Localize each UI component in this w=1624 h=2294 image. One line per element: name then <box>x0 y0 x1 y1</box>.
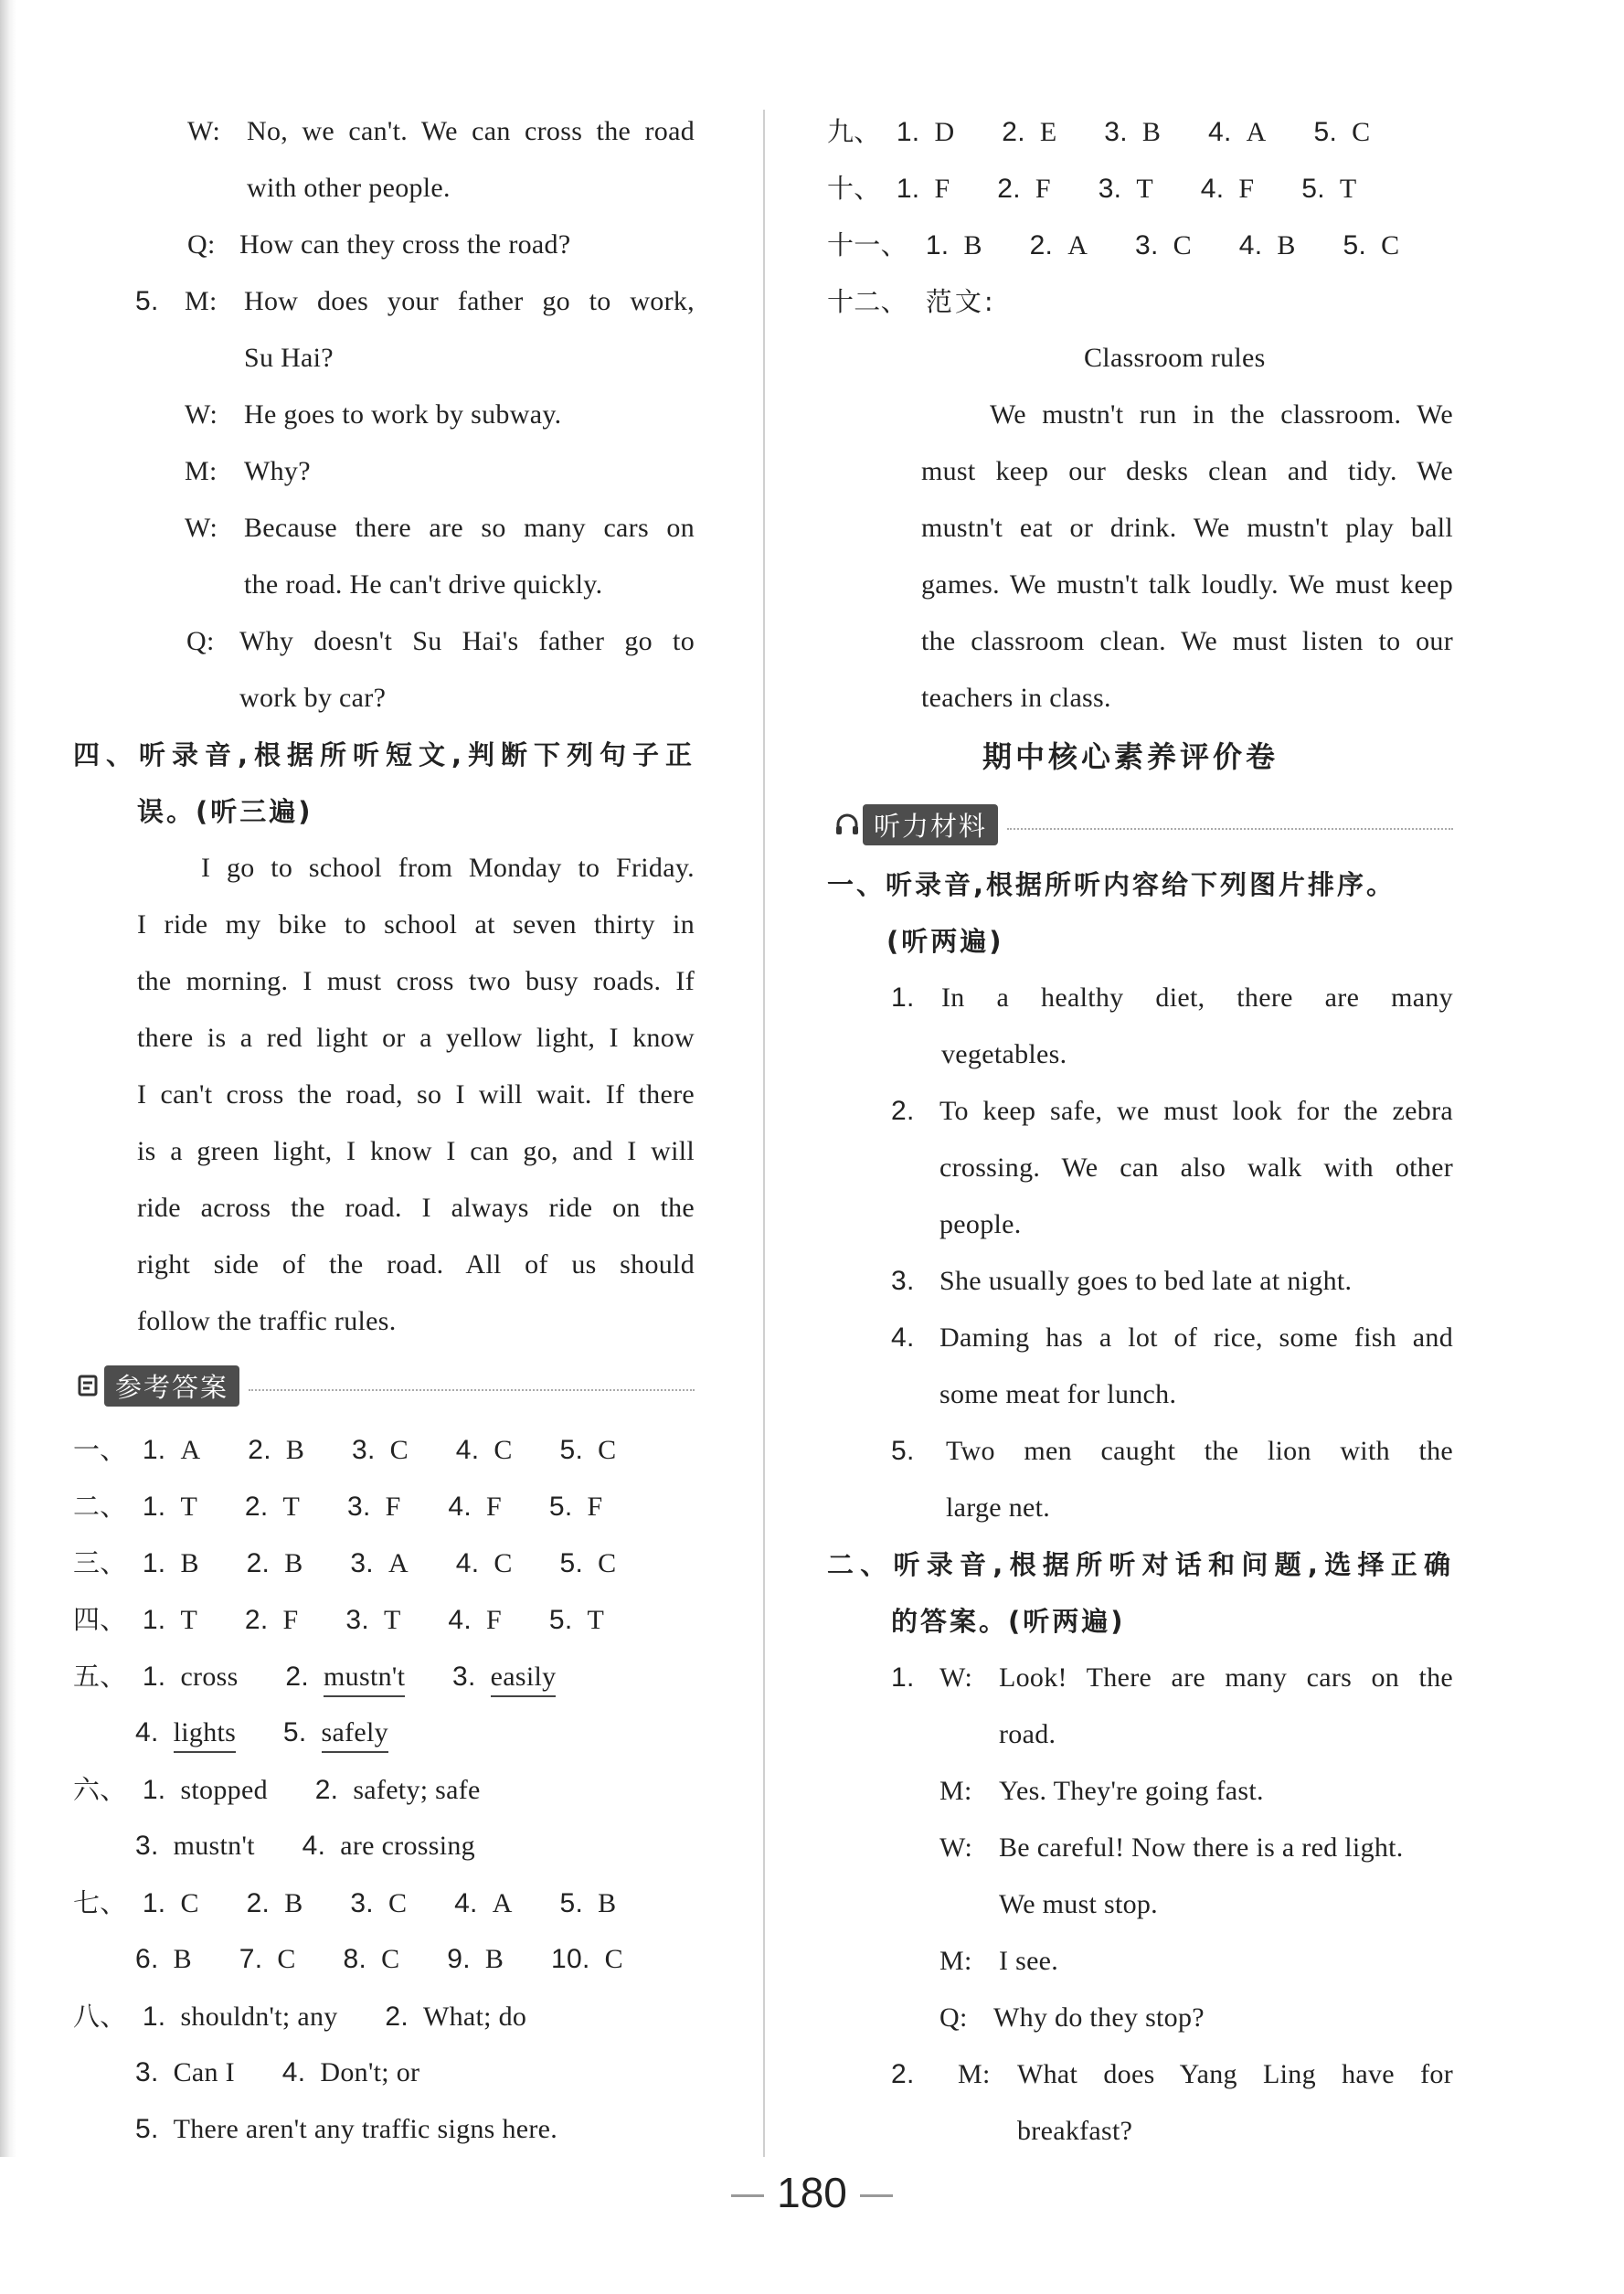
passage-line: is a green light, I know I can go, and I will <box>137 1136 695 1166</box>
dotted-rule <box>1007 828 1453 830</box>
item-line: large net. <box>946 1492 1051 1523</box>
dialog-line: Why doesn't Su Hai's father go to <box>239 626 695 656</box>
answers-header <box>73 1365 695 1406</box>
dialog-line: How does your father go to work, <box>244 286 695 316</box>
item-number: 5. <box>135 286 159 316</box>
answer-row: 3. Can I 4. Don't; or <box>135 2057 420 2087</box>
clipboard-icon <box>73 1370 104 1401</box>
row-label: 六、 <box>73 1774 127 1805</box>
section-title: (听两遍) <box>886 926 1004 957</box>
answer-row: 十、 1. F 2. F 3. T 4. F 5. T <box>827 170 1396 207</box>
page-number-dash <box>731 2194 764 2197</box>
headphones-icon <box>832 809 863 840</box>
essay-line: must keep our desks clean and tidy. We <box>921 456 1453 486</box>
answer-row: 3. mustn't 4. are crossing <box>135 1831 475 1861</box>
speaker-label: M: <box>958 2059 991 2089</box>
answer-row <box>827 283 996 321</box>
row-label: 一、 <box>73 1434 127 1465</box>
essay-line: mustn't eat or drink. We mustn't play ball <box>921 513 1453 543</box>
row-label: 五、 <box>73 1661 127 1692</box>
dialog-line: Because there are so many cars on <box>244 513 695 543</box>
speaker-label: M: <box>939 1776 972 1806</box>
speaker-label: Q: <box>186 626 215 656</box>
row-label: 八、 <box>73 2001 127 2032</box>
answer-row: 一、 1. A 2. B 3. C 4. C 5. C <box>73 1431 656 1469</box>
speaker-label: M: <box>185 286 218 316</box>
passage-line: ride across the road. I always ride on the <box>137 1193 695 1223</box>
essay-line: the classroom clean. We must listen to our <box>921 626 1453 656</box>
speaker-label: W: <box>187 116 221 146</box>
row-label: 十、 <box>827 173 881 204</box>
section-title: 的答案。(听两遍) <box>891 1606 1126 1637</box>
essay-line: games. We mustn't talk loudly. We must keep <box>921 569 1453 600</box>
speaker-label: W: <box>185 399 218 430</box>
essay-line: teachers in class. <box>921 683 1111 713</box>
answer-row: 二、 1. T 2. T 3. F 4. F 5. F <box>73 1488 642 1525</box>
answer-row: 6. B 7. C 8. C 9. B 10. C <box>135 1944 623 1974</box>
dialog-line: work by car? <box>239 683 387 713</box>
dialog-line: breakfast? <box>1017 2116 1133 2146</box>
passage-line: I can't cross the road, so I will wait. If there <box>137 1079 695 1110</box>
exam-title: 期中核心素养评价卷 <box>982 739 1279 774</box>
section-title: 一、听录音,根据所听内容给下列图片排序。 <box>827 869 1396 900</box>
answer-row: 三、 1. B 2. B 3. A 4. C 5. C <box>73 1545 656 1582</box>
page-number-value: 180 <box>777 2169 847 2216</box>
dialog-line: Yes. They're going fast. <box>999 1776 1264 1806</box>
row-label: 三、 <box>73 1547 127 1578</box>
dialog-line: with other people. <box>247 173 451 203</box>
item-line: Daming has a lot of rice, some fish and <box>939 1322 1453 1353</box>
dialog-line: What does Yang Ling have for <box>1017 2059 1453 2089</box>
answer-row: 八、 1. shouldn't; any 2. What; do <box>73 1998 567 2035</box>
item-line: crossing. We can also walk with other <box>939 1152 1453 1183</box>
passage-line: the morning. I must cross two busy roads. If <box>137 966 695 996</box>
dotted-rule <box>249 1389 695 1391</box>
answer-row: 四、 1. T 2. F 3. T 4. F 5. T <box>73 1601 644 1639</box>
row-label: 四、 <box>73 1604 127 1635</box>
section-title: 二、听录音,根据所听对话和问题,选择正确 <box>827 1549 1453 1580</box>
dialog-line: Why do they stop? <box>993 2002 1205 2033</box>
sample-essay-label: 范文: <box>925 286 996 317</box>
answer-row: 六、 1. stopped 2. safety; safe <box>73 1771 521 1809</box>
passage-line: I ride my bike to school at seven thirty in <box>137 909 695 940</box>
item-number: 1. <box>891 982 915 1013</box>
speaker-label: Q: <box>939 2002 968 2033</box>
page-binding-edge <box>0 0 16 2157</box>
item-line: vegetables. <box>941 1039 1067 1069</box>
item-line: some meat for lunch. <box>939 1379 1177 1409</box>
row-label: 七、 <box>73 1887 127 1918</box>
section-title: 误。(听三遍) <box>137 796 313 827</box>
row-label: 十二、 <box>827 286 908 317</box>
item-line: people. <box>939 1209 1022 1239</box>
dialog-line: Why? <box>244 456 311 486</box>
column-divider <box>763 110 765 2157</box>
passage-line: I go to school from Monday to Friday. <box>201 853 695 883</box>
essay-title: Classroom rules <box>1084 343 1266 373</box>
item-line: In a healthy diet, there are many <box>941 982 1453 1013</box>
dialog-line: road. <box>999 1719 1056 1749</box>
item-line: She usually goes to bed late at night. <box>939 1266 1353 1296</box>
answer-row: 十一、 1. B 2. A 3. C 4. B 5. C <box>827 227 1439 264</box>
dialog-line: How can they cross the road? <box>239 229 571 260</box>
dialog-line: We must stop. <box>999 1889 1158 1919</box>
dialog-line: Look! There are many cars on the <box>999 1662 1453 1693</box>
speaker-label: Q: <box>187 229 216 260</box>
speaker-label: M: <box>939 1946 972 1976</box>
speaker-label: W: <box>939 1662 973 1693</box>
page-number <box>0 2168 1624 2217</box>
item-number: 5. <box>891 1436 915 1466</box>
essay-line: We mustn't run in the classroom. We <box>990 399 1453 430</box>
dialog-line: I see. <box>999 1946 1059 1976</box>
listening-header-label: 听力材料 <box>863 804 998 845</box>
listening-header <box>832 804 1453 844</box>
item-number: 2. <box>891 1096 915 1126</box>
item-line: To keep safe, we must look for the zebra <box>939 1096 1453 1126</box>
answer-row: 4. lights 5. safely <box>135 1715 429 1751</box>
dialog-line: No, we can't. We can cross the road <box>247 116 695 146</box>
item-number: 3. <box>891 1266 915 1296</box>
row-label: 十一、 <box>827 229 908 260</box>
speaker-label: W: <box>939 1832 973 1863</box>
row-label: 九、 <box>827 116 881 147</box>
dialog-line: He goes to work by subway. <box>244 399 562 430</box>
dialog-line: Be careful! Now there is a red light. <box>999 1832 1404 1863</box>
passage-line: follow the traffic rules. <box>137 1306 397 1336</box>
passage-line: right side of the road. All of us should <box>137 1249 695 1280</box>
answer-row: 九、 1. D 2. E 3. B 4. A 5. C <box>827 113 1410 151</box>
answers-header-label: 参考答案 <box>104 1365 239 1407</box>
speaker-label: M: <box>185 456 218 486</box>
passage-line: there is a red light or a yellow light, I know <box>137 1023 695 1053</box>
answer-row: 5. There aren't any traffic signs here. <box>135 2114 558 2144</box>
item-number: 2. <box>891 2059 915 2089</box>
answer-row: 七、 1. C 2. B 3. C 4. A 5. B <box>73 1885 656 1922</box>
item-number: 4. <box>891 1322 915 1353</box>
item-line: Two men caught the lion with the <box>946 1436 1453 1466</box>
speaker-label: W: <box>185 513 218 543</box>
row-label: 二、 <box>73 1491 127 1522</box>
item-number: 1. <box>891 1662 915 1693</box>
page-number-dash <box>860 2194 893 2197</box>
answer-row: 五、 1. cross 2. mustn't 3. easily <box>73 1658 596 1695</box>
dialog-line: the road. He can't drive quickly. <box>244 569 603 600</box>
dialog-line: Su Hai? <box>244 343 334 373</box>
section-title: 四、听录音,根据所听短文,判断下列句子正 <box>73 739 695 770</box>
